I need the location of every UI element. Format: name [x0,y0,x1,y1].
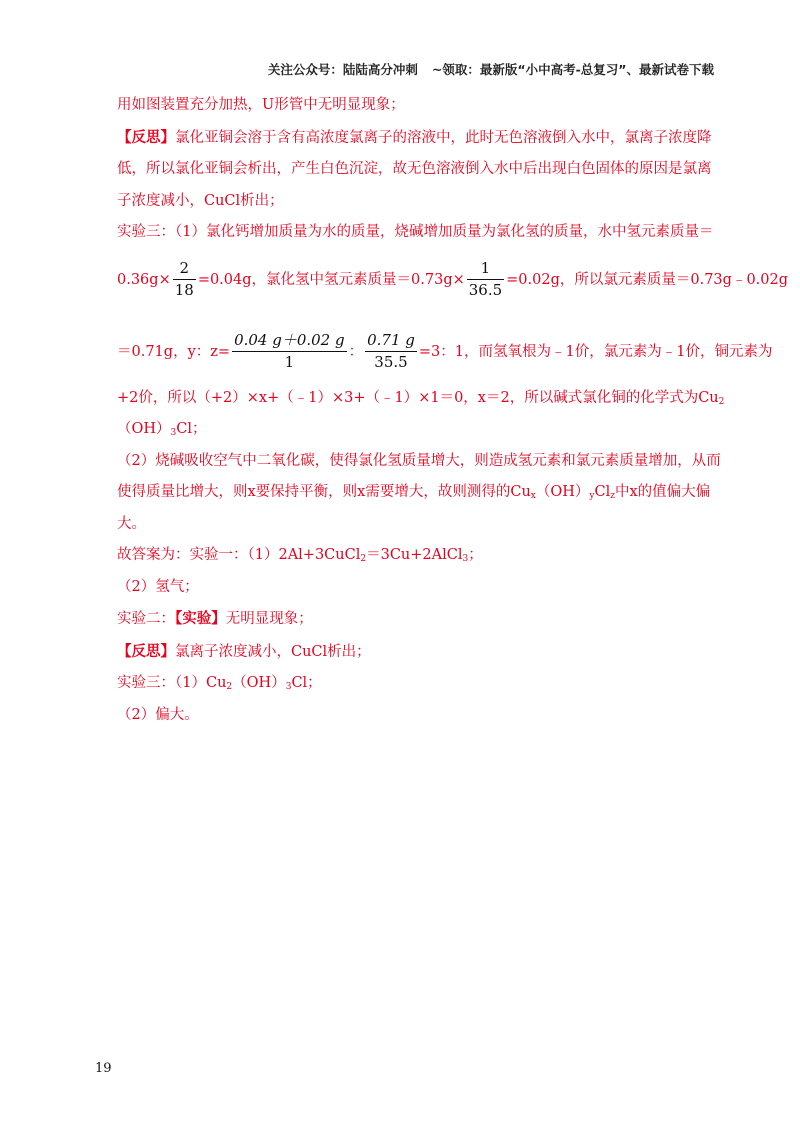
subscript: 3 [285,682,292,692]
text-span: ＝0.71g，y：z= [117,343,231,360]
text-span: ＝3Cu+2AlCl [366,547,463,563]
fraction-numerator: 0.04 g＋0.02 g [232,333,347,352]
header-left-text: 关注公众号：陆陆高分冲刺 [267,62,418,77]
fraction-denominator: 35.5 [374,353,408,371]
text-span: （OH） [232,675,286,691]
reflection-tag: 【反思】 [117,128,175,146]
text-span: ； [468,547,483,563]
text-line [117,509,713,541]
answer-line [117,636,713,669]
subscript: 3 [170,428,177,438]
answer-line [117,700,713,732]
text-span: 低，所以氯化亚铜会析出，产生白色沉淀，故无色溶液倒入水中后出现白色固体的原因是氯离 [117,161,712,177]
fraction [173,261,196,298]
text-span: 0.36g× [117,271,171,288]
solution-content [117,90,789,731]
text-line [117,383,725,415]
text-span: =0.02g，所以氯元素质量＝0.73g﹣0.02g [506,271,789,288]
fraction [232,333,347,370]
text-span: （2）烧碱吸收空气中二氧化碳，使得氯化氢质量增大，则造成氢元素和氯元素质量增加，从而 [117,452,721,469]
header-right-text: ~领取：最新版“小中高考-总复习”、最新试卷下载 [431,62,714,77]
fraction-numerator: 1 [467,261,504,280]
text-span: =0.04g，氯化氢中氢元素质量＝0.73g× [197,271,465,288]
text-span: 使得质量比增大，则x要保持平衡，则x需要增大，故则测得的Cu [117,484,531,500]
formula-line-1 [117,249,789,311]
fraction-numerator: 0.71 g [365,333,417,352]
text-span: （2）氢气； [117,578,199,595]
text-line [117,477,713,509]
answer-line [117,540,713,572]
subscript: 2 [718,396,725,407]
text-span: ： [348,343,364,360]
page-header [268,60,714,78]
formula-line-2 [117,321,773,383]
text-span: （OH） [117,421,171,437]
subscript: 2 [360,554,367,564]
text-line [117,154,713,186]
reflection-tag: 【反思】 [117,642,175,660]
text-span: 中x的值偏大偏 [615,484,711,500]
text-span: 氯化亚铜会溶于含有高浓度氯离子的溶液中，此时无色溶液倒入水中，氯离子浓度降 [175,129,712,146]
text-line [117,217,713,249]
fraction-numerator: 2 [173,261,196,280]
text-span: Cl [594,484,611,500]
answer-line [117,668,713,700]
fraction-denominator: 36.5 [468,281,503,299]
fraction [365,333,417,370]
text-line [117,90,713,122]
text-line [117,414,713,446]
text-span: 实验三：（1）Cu [117,675,227,691]
subscript: x [530,491,536,501]
subscript: 3 [462,554,469,564]
text-span: +2价，所以（+2）×x+（﹣1）×3+（﹣1）×1＝0，x＝2，所以碱式氯化铜的化学式为Cu [117,389,719,406]
text-span: 大。 [117,515,146,532]
answer-line [117,572,713,604]
subscript: z [610,491,615,501]
text-line [117,122,713,155]
text-span: （2）偏大。 [117,706,199,723]
fraction-denominator: 1 [284,353,295,371]
text-span: 氯离子浓度减小，CuCl析出； [175,643,371,660]
experiment-tag: 【实验】 [175,610,226,627]
subscript: 2 [226,682,233,692]
text-span: Cl； [291,675,322,691]
text-span: Cl； [176,421,207,437]
answer-line [117,603,713,636]
text-span: 无明显现象； [225,611,313,627]
text-line [117,186,713,218]
text-span: 实验二： [117,611,175,627]
fraction [467,261,504,298]
text-span: =3：1，而氢氧根为﹣1价，氯元素为﹣1价，铜元素为 [418,343,773,360]
text-span: 用如图装置充分加热，U形管中无明显现象； [117,97,405,113]
text-span: （OH） [535,484,590,500]
subscript: y [589,491,595,501]
text-line [117,446,721,478]
page-number: 19 [95,1061,112,1076]
text-span: 实验三：（1）氯化钙增加质量为水的质量，烧碱增加质量为氯化氢的质量，水中氢元素质量＝ [117,224,714,240]
text-span: 故答案为：实验一：（1）2Al+3CuCl [117,547,361,563]
fraction-denominator: 18 [174,281,194,299]
text-span: 子浓度减小，CuCl析出； [117,192,284,209]
